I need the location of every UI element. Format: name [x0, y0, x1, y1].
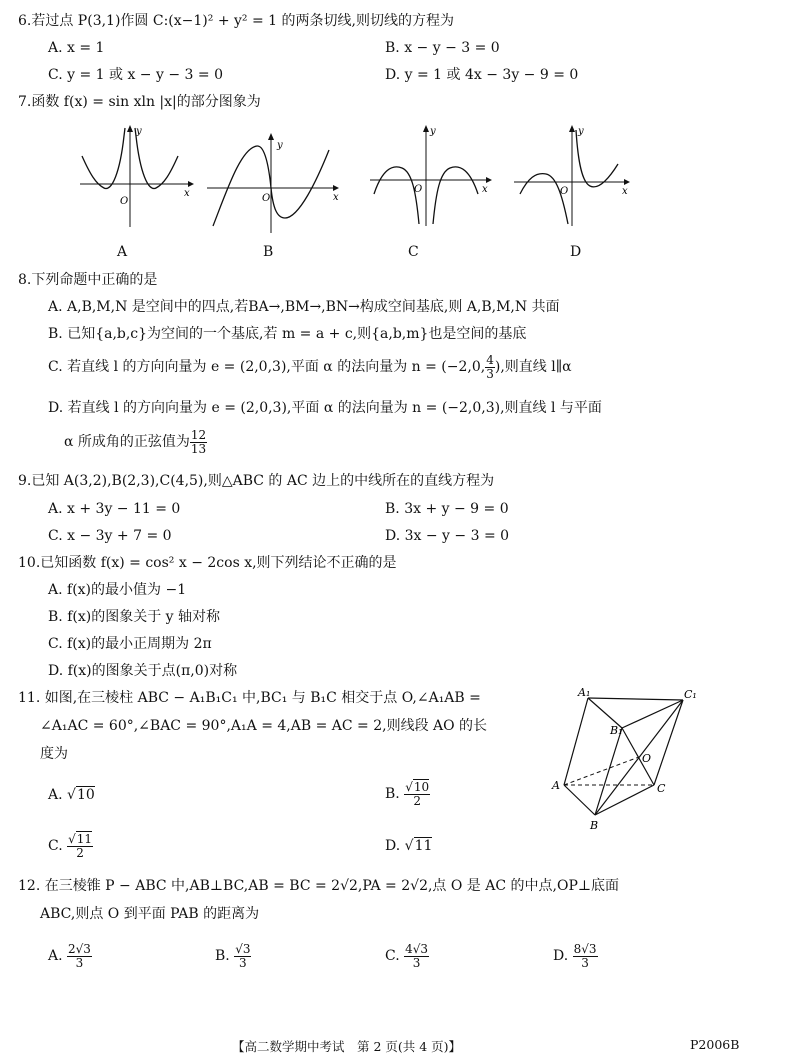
q11-b-num-radicand: 10 [413, 779, 430, 794]
q10-option-a: A. f(x)的最小值为 −1 [48, 582, 187, 598]
q10-option-c: C. f(x)的最小正周期为 2π [48, 636, 212, 652]
q11-fig-label-b: B [590, 819, 599, 832]
q7-graph-b [205, 128, 345, 238]
q10-stem: 10.已知函数 f(x) = cos² x − 2cos x,则下列结论不正确的是 [18, 555, 397, 571]
q11-d-prefix: D. [385, 838, 401, 854]
q11-b-prefix: B. [385, 786, 400, 802]
q7a-y-label: y [136, 126, 142, 137]
q11-fig-label-c1: C₁ [684, 688, 697, 701]
q11-c-den: 2 [76, 845, 84, 860]
q12-b-den: 3 [239, 955, 247, 970]
q8-c-num: 4 [486, 352, 494, 367]
q11-line3: 度为 [40, 746, 68, 762]
q7b-y-label: y [277, 140, 283, 151]
q11-b-fraction [404, 781, 430, 808]
q11-c-prefix: C. [48, 838, 63, 854]
q11-fig-label-o: O [642, 752, 652, 765]
q12-a-den: 3 [75, 955, 84, 970]
q12-d-fraction [573, 943, 598, 970]
q12-c-num: 4√3 [405, 941, 429, 956]
q11-fig-label-b1: B₁ [610, 724, 623, 737]
q11-option-d: D. √11 [385, 838, 433, 854]
q8-stem: 8.下列命题中正确的是 [18, 272, 158, 288]
q12-a-prefix: A. [48, 948, 63, 964]
q11-option-b [385, 776, 430, 812]
q11-c-num: √11 [68, 831, 93, 846]
q7-graph-c-label: C [408, 244, 419, 260]
q12-option-c [385, 938, 429, 974]
q7a-x-label: x [184, 188, 190, 199]
q7b-origin-label: O [262, 193, 271, 204]
q7d-x-label: x [622, 186, 628, 197]
q12-d-num: 8√3 [573, 941, 597, 956]
q12-d-prefix: D. [553, 948, 569, 964]
q8-c-den: 3 [486, 366, 494, 381]
q7-graph-a-label: A [117, 244, 128, 260]
q11-a-prefix: A. [48, 787, 63, 803]
q10-option-d: D. f(x)的图象关于点(π,0)对称 [48, 663, 238, 679]
q7-graph-d [512, 122, 642, 232]
q6-option-c: C. y = 1 或 x − y − 3 = 0 [48, 67, 223, 83]
q6-option-d: D. y = 1 或 4x − 3y − 9 = 0 [385, 67, 579, 83]
q11-prism-figure [550, 684, 700, 834]
q12-b-num: √3 [235, 941, 251, 956]
q6-option-a: A. x = 1 [48, 40, 105, 56]
q11-option-c [48, 828, 93, 864]
q8-d-num: 12 [190, 427, 207, 442]
q8-option-b: B. 已知{a,b,c}为空间的一个基底,若 m = a + c,则{a,b,m}也是空间的基底 [48, 326, 527, 342]
q6-stem: 6.若过点 P(3,1)作圆 C:(x−1)² + y² = 1 的两条切线,则切线的方程为 [18, 13, 454, 29]
q12-option-a [48, 938, 92, 974]
q12-c-prefix: C. [385, 948, 400, 964]
q6-option-b: B. x − y − 3 = 0 [385, 40, 500, 56]
paper-code: P2006B [690, 1037, 740, 1052]
q11-fig-label-a: A [552, 779, 560, 792]
q11-b-den: 2 [413, 793, 421, 808]
q11-d-radicand: 11 [414, 838, 433, 854]
q8-option-d-line1: D. 若直线 l 的方向向量为 e = (2,0,3),平面 α 的法向量为 n = (−2,0,3),则直线 l 与平面 [48, 400, 602, 416]
q12-a-fraction [67, 943, 92, 970]
q7a-origin-label: O [120, 196, 129, 207]
q11-fig-label-a1: A₁ [578, 686, 591, 699]
q11-line2: ∠A₁AC = 60°,∠BAC = 90°,A₁A = 4,AB = AC = 2,则线段 AO 的长 [40, 718, 488, 734]
q12-line2: ABC,则点 O 到平面 PAB 的距离为 [40, 906, 260, 922]
q7-graph-c [368, 122, 498, 232]
q9-option-c: C. x − 3y + 7 = 0 [48, 528, 172, 544]
q12-option-d [553, 938, 598, 974]
q12-d-den: 3 [581, 955, 589, 970]
q11-option-a: A. √10 [48, 787, 95, 803]
q7-stem: 7.函数 f(x) = sin xln |x|的部分图象为 [18, 94, 261, 110]
q7d-origin-label: O [560, 186, 569, 197]
q7b-x-label: x [333, 192, 339, 203]
q8-option-c-pre: C. 若直线 l 的方向向量为 e = (2,0,3),平面 α 的法向量为 n = (−2,0, [48, 359, 486, 375]
q8-option-c [48, 352, 572, 382]
q9-stem: 9.已知 A(3,2),B(2,3),C(4,5),则△ABC 的 AC 边上的中线所在的直线方程为 [18, 473, 495, 489]
q11-c-fraction [67, 833, 93, 860]
q10-option-b: B. f(x)的图象关于 y 轴对称 [48, 609, 220, 625]
q9-option-d: D. 3x − y − 3 = 0 [385, 528, 510, 544]
q7d-y-label: y [578, 126, 584, 137]
q11-a-radicand: 10 [76, 787, 95, 803]
q7c-origin-label: O [414, 184, 423, 195]
q7c-y-label: y [430, 126, 436, 137]
q8-option-c-post: ),则直线 l∥α [494, 359, 572, 375]
q8-option-d-line2 [64, 426, 207, 458]
q8-d-den: 13 [190, 441, 207, 456]
q9-option-a: A. x + 3y − 11 = 0 [48, 501, 181, 517]
q9-option-b: B. 3x + y − 9 = 0 [385, 501, 509, 517]
q12-option-b [215, 938, 251, 974]
q11-c-num-radicand: 11 [76, 831, 93, 846]
q7-graph-a [78, 122, 198, 232]
q12-b-prefix: B. [215, 948, 230, 964]
q8-option-a: A. A,B,M,N 是空间中的四点,若BA→,BM→,BN→构成空间基底,则 A,B,M,N 共面 [48, 299, 560, 315]
q8-option-d-fraction [190, 429, 207, 456]
q8-option-d-pre: α 所成角的正弦值为 [64, 434, 190, 450]
q11-fig-label-c: C [657, 782, 666, 795]
q12-c-fraction [404, 943, 429, 970]
q12-b-fraction [234, 943, 251, 970]
q12-c-den: 3 [412, 955, 421, 970]
q7-graph-b-label: B [263, 244, 274, 260]
page-footer: 【高二数学期中考试 第 2 页(共 4 页)】 [232, 1039, 462, 1054]
q12-a-num: 2√3 [68, 941, 91, 956]
q7c-x-label: x [482, 184, 488, 195]
q11-line1: 11. 如图,在三棱柱 ABC − A₁B₁C₁ 中,BC₁ 与 B₁C 相交于点 O,∠A₁AB = [18, 690, 481, 706]
q7-graph-d-label: D [570, 244, 582, 260]
q11-b-num: √10 [405, 779, 430, 794]
q12-line1: 12. 在三棱锥 P − ABC 中,AB⊥BC,AB = BC = 2√2,PA = 2√2,点 O 是 AC 的中点,OP⊥底面 [18, 878, 620, 894]
q8-option-c-fraction [485, 354, 495, 381]
